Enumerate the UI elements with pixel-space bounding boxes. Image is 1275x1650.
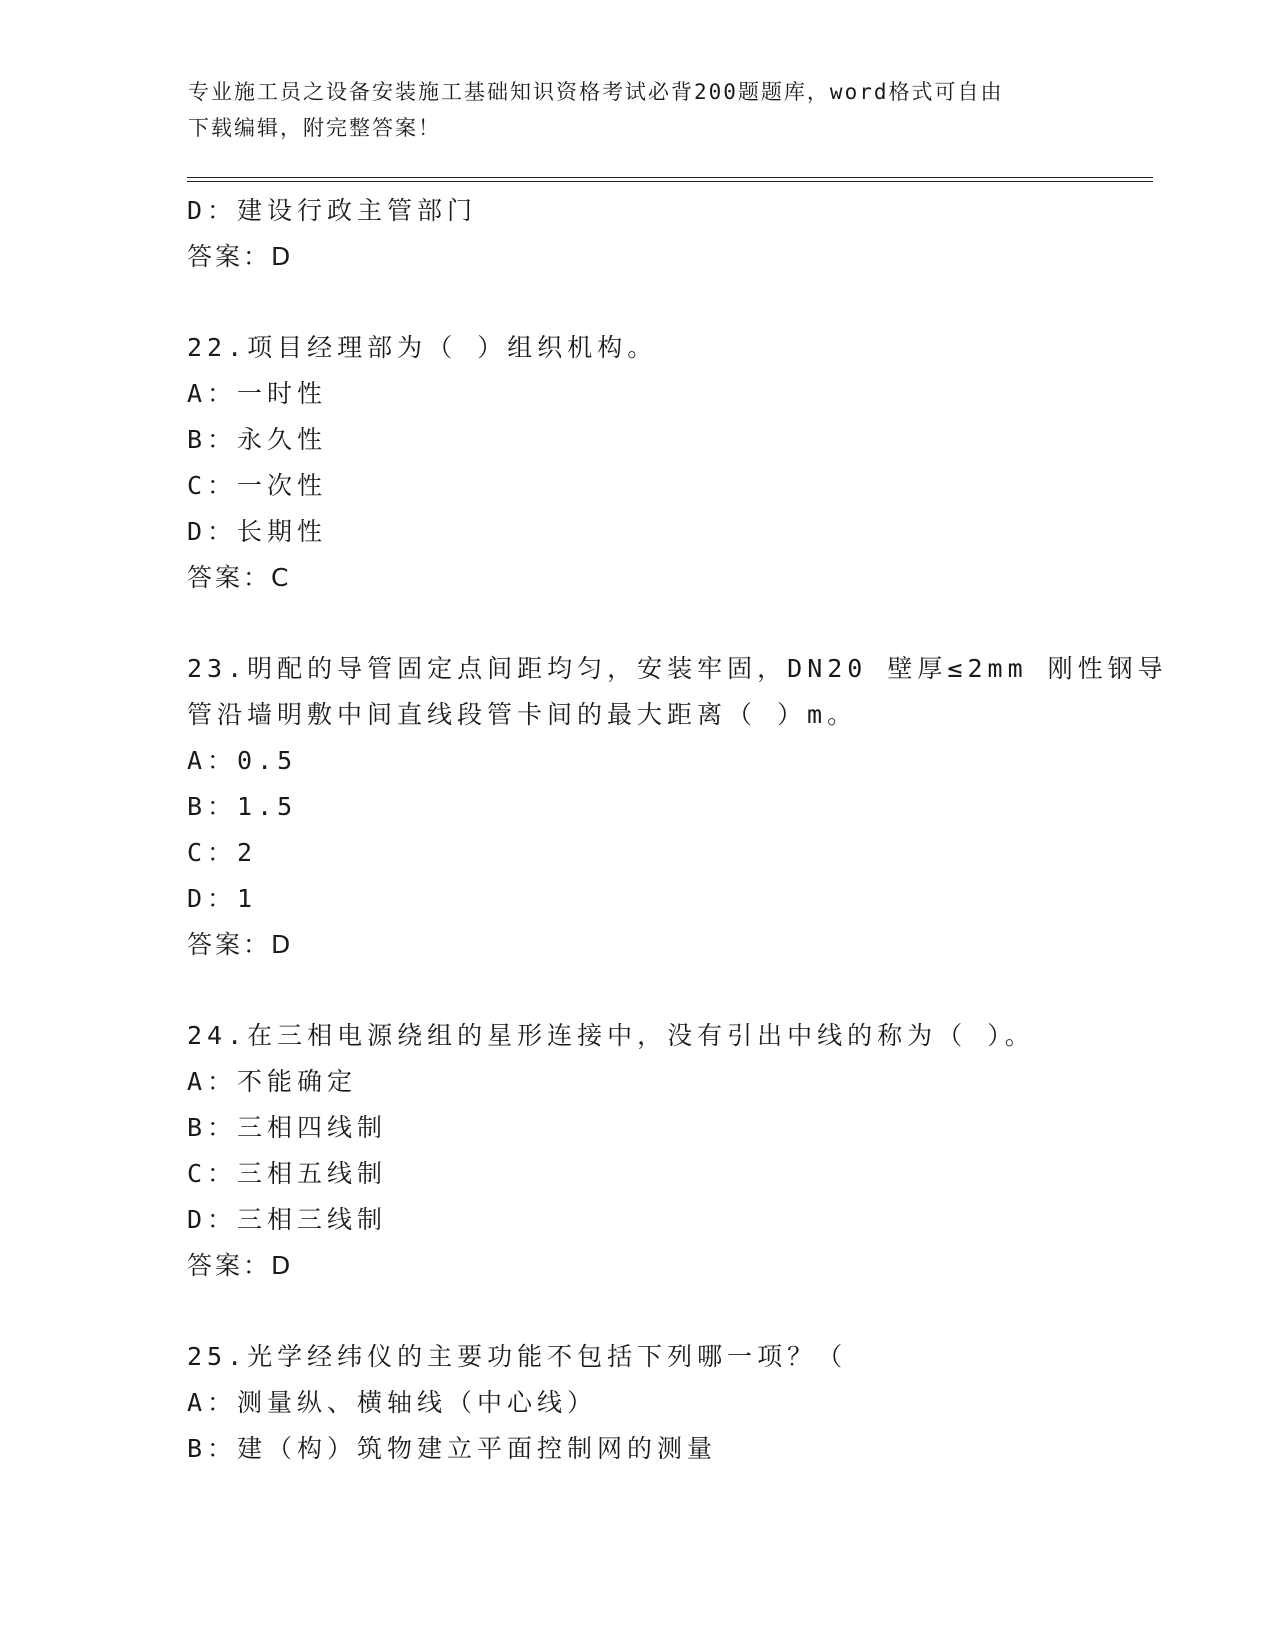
header-line-2: 下载编辑，附完整答案！ (188, 116, 441, 140)
question-stem: 25.光学经纬仪的主要功能不包括下列哪一项？（ (187, 1342, 848, 1371)
question-stem-line-1: 23.明配的导管固定点间距均匀，安装牢固，DN20 壁厚≤2mm 刚性钢导 (187, 654, 1168, 683)
option-a: A：不能确定 (187, 1067, 358, 1096)
option-d: D：建设行政主管部门 (187, 196, 478, 225)
option-c: C：一次性 (187, 471, 328, 500)
question-21-fragment (187, 188, 1147, 280)
question-22 (187, 325, 1147, 601)
option-a: A：测量纵、横轴线（中心线） (187, 1388, 598, 1417)
question-24 (187, 1013, 1147, 1289)
option-b: B：1.5 (187, 792, 298, 821)
option-b: B：建（构）筑物建立平面控制网的测量 (187, 1434, 718, 1463)
question-stem: 22.项目经理部为（ ）组织机构。 (187, 333, 658, 362)
option-b: B：三相四线制 (187, 1113, 388, 1142)
header-divider (187, 177, 1153, 182)
header-line-1: 专业施工员之设备安装施工基础知识资格考试必背200题题库，word格式可自由 (188, 80, 1004, 104)
option-c: C：2 (187, 838, 258, 867)
question-25 (187, 1334, 1147, 1472)
answer-line: 答案：D (187, 1251, 294, 1280)
question-23 (187, 646, 1168, 968)
question-list (187, 188, 1168, 1472)
option-d: D：长期性 (187, 517, 328, 546)
option-a: A：0.5 (187, 746, 298, 775)
question-stem: 24.在三相电源绕组的星形连接中，没有引出中线的称为（ ）。 (187, 1021, 1035, 1050)
answer-line: 答案：D (187, 242, 294, 271)
option-d: D：三相三线制 (187, 1205, 388, 1234)
answer-line: 答案：C (187, 563, 292, 592)
option-c: C：三相五线制 (187, 1159, 388, 1188)
option-d: D：1 (187, 884, 258, 913)
answer-line: 答案：D (187, 930, 294, 959)
question-stem-line-2: 管沿墙明敷中间直线段管卡间的最大距离（ ）m。 (187, 700, 858, 729)
document-header (188, 74, 1088, 146)
option-b: B：永久性 (187, 425, 328, 454)
option-a: A：一时性 (187, 379, 328, 408)
